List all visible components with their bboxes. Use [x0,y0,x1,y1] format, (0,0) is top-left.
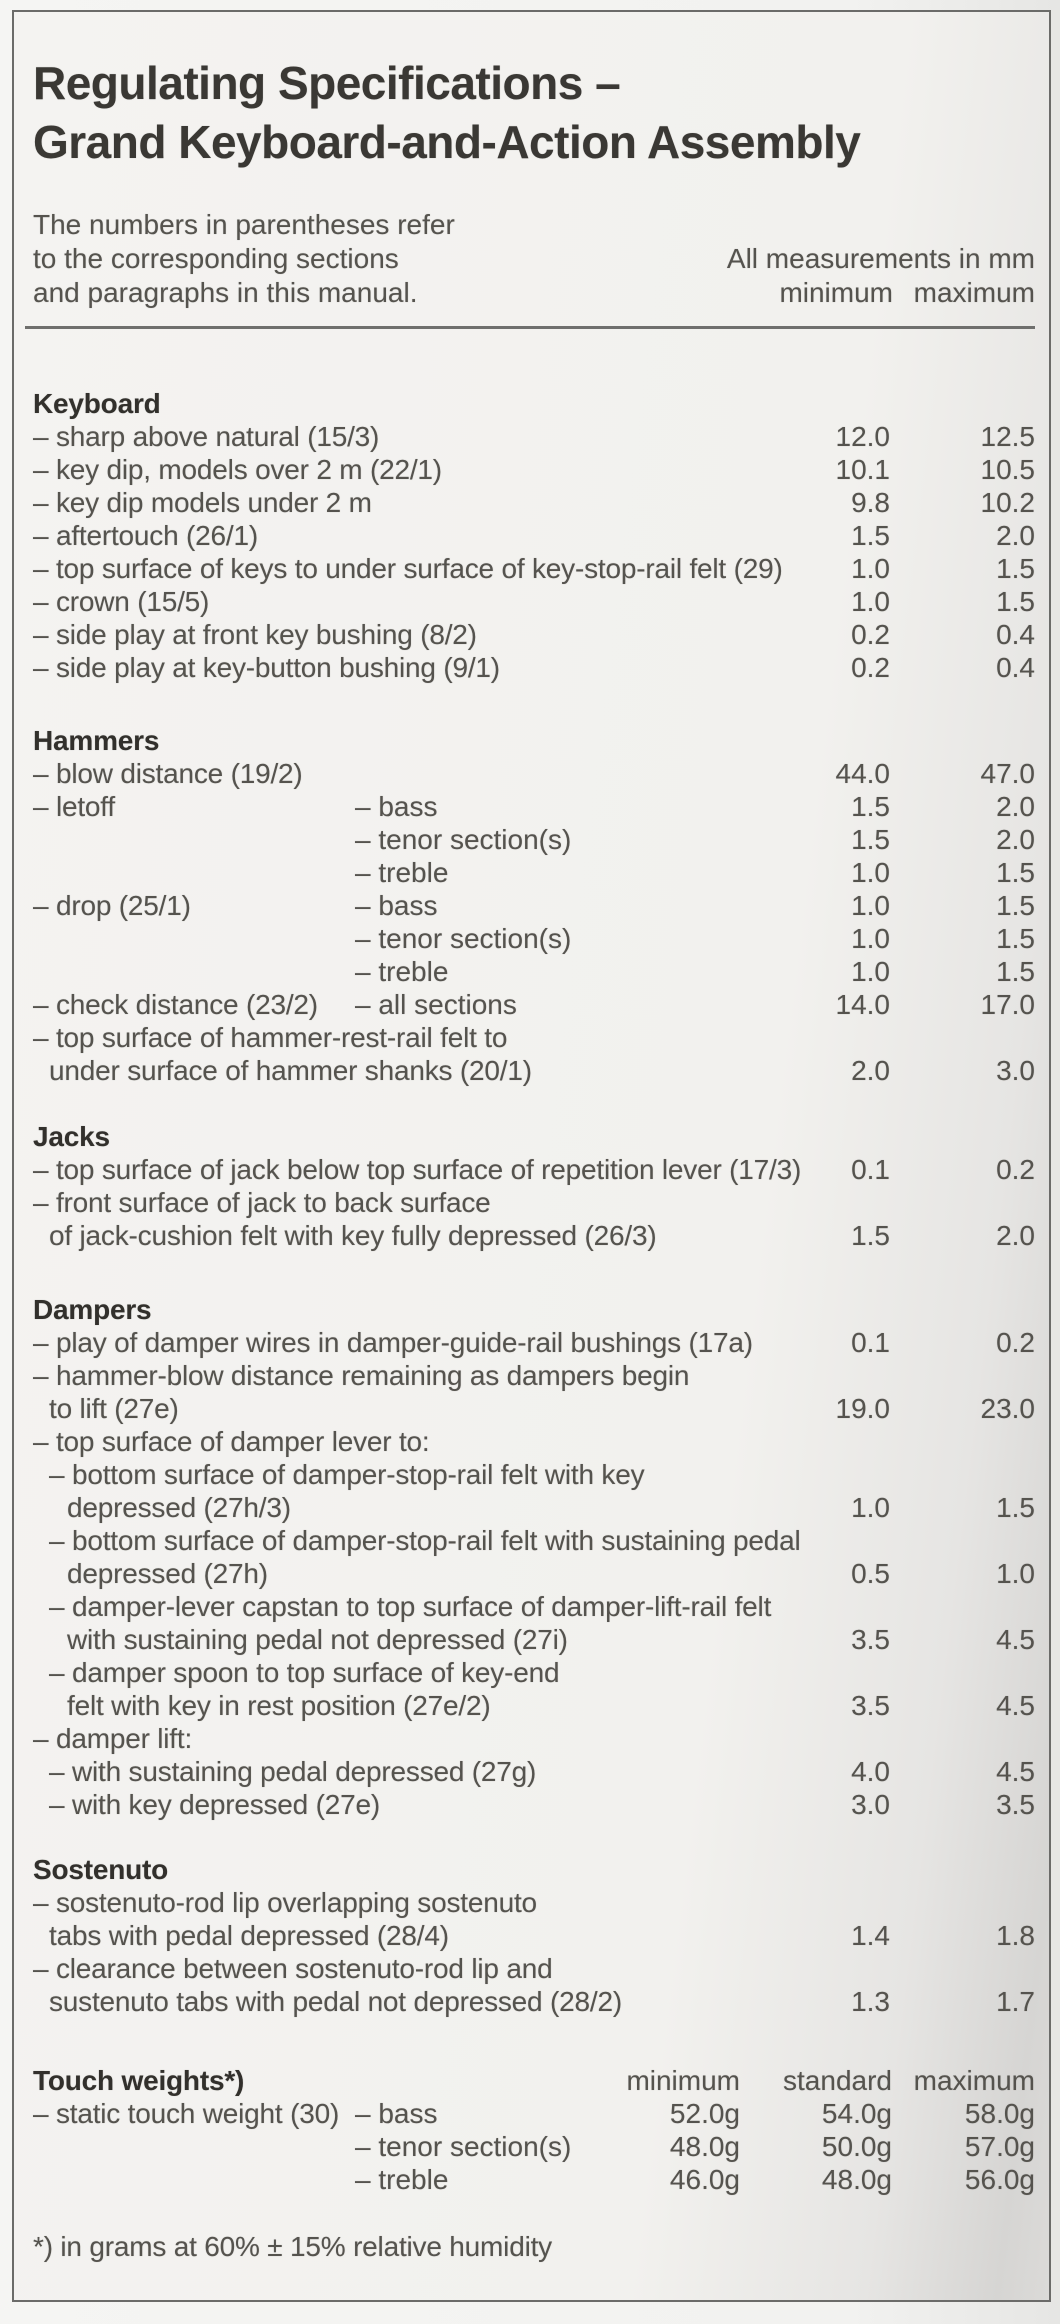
value-minimum: 3.5 [851,1690,890,1721]
spec-row [33,486,1035,519]
spec-row [33,1590,1035,1623]
value-minimum: 3.5 [851,1624,890,1655]
spec-label: – aftertouch (26/1) [33,520,258,551]
value-maximum: 0.2 [996,1154,1035,1185]
spec-label: depressed (27h) [67,1558,268,1589]
spec-label: – side play at front key bushing (8/2) [33,619,477,650]
value-maximum: 4.5 [996,1624,1035,1655]
section-heading-row [33,1120,1035,1153]
value-minimum: 1.0 [851,923,890,954]
value-minimum: 0.1 [851,1154,890,1185]
value-minimum: 0.2 [851,619,890,650]
value-maximum: 0.4 [996,619,1035,650]
spec-label: – top surface of keys to under surface of key-stop-rail felt (29) [33,553,783,584]
spec-label: – damper-lever capstan to top surface of damper-lift-rail felt [49,1591,772,1622]
value-minimum: 2.0 [851,1055,890,1086]
spec-label: – sharp above natural (15/3) [33,421,380,452]
section-heading: Sostenuto [33,1854,169,1885]
spec-label: – top surface of hammer-rest-rail felt to [33,1022,508,1053]
spec-label: of jack-cushion felt with key fully depressed (26/3) [49,1220,657,1251]
value-maximum: 1.5 [996,1492,1035,1523]
spec-label: – hammer-blow distance remaining as dampers begin [33,1360,690,1391]
value-minimum: 1.0 [851,1492,890,1523]
spec-row [33,1985,1035,2018]
spec-label: depressed (27h/3) [67,1492,291,1523]
spec-row [33,1755,1035,1788]
spec-sublabel: – bass [355,890,438,921]
section-heading-row [33,2064,1035,2097]
section-heading-row [33,1293,1035,1326]
value-minimum: 0.5 [851,1558,890,1589]
spec-row [33,552,1035,585]
value-maximum: 1.5 [996,586,1035,617]
column-header-minimum: minimum [626,2065,740,2096]
value-minimum: 9.8 [851,487,890,518]
spec-row [33,1359,1035,1392]
value-minimum: 46.0g [669,2164,740,2195]
value-maximum: 23.0 [980,1393,1035,1424]
value-minimum: 1.0 [851,890,890,921]
spec-label: – top surface of damper lever to: [33,1426,430,1457]
intro-line: and paragraphs in this manual. [33,277,418,308]
spec-row [33,651,1035,684]
spec-row [33,1392,1035,1425]
value-standard: 50.0g [821,2131,892,2162]
value-minimum: 1.3 [851,1986,890,2017]
intro-block [33,208,1035,310]
value-maximum: 0.4 [996,652,1035,683]
spec-label: – crown (15/5) [33,586,210,617]
spec-label: – with key depressed (27e) [49,1789,380,1820]
value-minimum: 10.1 [835,454,890,485]
units-note: All measurements in mm [726,243,1035,274]
divider-rule [25,326,1035,329]
value-minimum: 1.5 [851,824,890,855]
spec-label: – side play at key-button bushing (9/1) [33,652,500,683]
section-heading: Dampers [33,1294,152,1325]
spec-label: – damper lift: [33,1723,193,1754]
spec-row [33,519,1035,552]
value-minimum: 1.5 [851,791,890,822]
spec-sublabel: – bass [355,2098,438,2129]
section-hammers [33,724,1035,1087]
value-minimum: 1.0 [851,857,890,888]
value-maximum: 3.5 [996,1789,1035,1820]
section-jacks [33,1120,1035,1252]
spec-row [33,823,1035,856]
column-headers [675,276,1035,310]
spec-sublabel: – all sections [355,989,517,1020]
section-touch-weights [33,2064,1035,2196]
spec-sublabel: – treble [355,857,449,888]
spec-label: – static touch weight (30) [33,2098,340,2129]
spec-row [33,1054,1035,1087]
value-maximum: 12.5 [980,421,1035,452]
section-heading: Jacks [33,1121,110,1152]
section-keyboard [33,387,1035,684]
spec-label: – damper spoon to top surface of key-end [49,1657,560,1688]
spec-row [33,922,1035,955]
spec-table [33,387,1035,2196]
value-minimum: 1.5 [851,520,890,551]
spec-sublabel: – tenor section(s) [355,923,572,954]
spec-row [33,1153,1035,1186]
value-maximum: 4.5 [996,1756,1035,1787]
spec-row [33,1425,1035,1458]
spec-row [33,1689,1035,1722]
column-header-standard: standard [783,2065,892,2096]
spec-row [33,1458,1035,1491]
section-heading-row [33,1853,1035,1886]
value-minimum: 19.0 [835,1393,890,1424]
spec-label: sustenuto tabs with pedal not depressed (28/2) [49,1986,622,2017]
value-maximum: 10.5 [980,454,1035,485]
value-maximum: 3.0 [996,1055,1035,1086]
scanned-page-frame [12,10,1051,2302]
spec-row [33,420,1035,453]
value-maximum: 1.5 [996,923,1035,954]
value-maximum: 1.5 [996,956,1035,987]
value-maximum: 1.5 [996,857,1035,888]
section-sostenuto [33,1853,1035,2018]
spec-row [33,1788,1035,1821]
value-minimum: 0.2 [851,652,890,683]
page-title [33,54,1035,172]
spec-sublabel: – treble [355,2164,449,2195]
column-header-minimum: minimum [779,277,893,308]
value-maximum: 10.2 [980,487,1035,518]
value-minimum: 1.0 [851,586,890,617]
column-header-maximum: maximum [913,2065,1035,2096]
measurement-note [675,242,1035,310]
spec-row [33,1524,1035,1557]
spec-sublabel: – tenor section(s) [355,824,572,855]
value-maximum: 57.0g [964,2131,1035,2162]
footnote: *) in grams at 60% ± 15% relative humidity [33,2231,552,2262]
section-dampers [33,1293,1035,1821]
spec-row [33,1623,1035,1656]
value-maximum: 2.0 [996,520,1035,551]
spec-row [33,2163,1035,2196]
spec-label: tabs with pedal depressed (28/4) [49,1920,449,1951]
value-minimum: 14.0 [835,989,890,1020]
value-maximum: 17.0 [980,989,1035,1020]
value-minimum: 4.0 [851,1756,890,1787]
spec-label: – front surface of jack to back surface [33,1187,491,1218]
spec-label: – clearance between sostenuto-rod lip and [33,1953,553,1984]
spec-row [33,1952,1035,1985]
value-maximum: 1.5 [996,553,1035,584]
value-minimum: 52.0g [669,2098,740,2129]
spec-row [33,757,1035,790]
spec-row [33,1557,1035,1590]
spec-row [33,889,1035,922]
spec-row [33,1722,1035,1755]
spec-row [33,2097,1035,2130]
spec-row [33,790,1035,823]
section-heading-row [33,387,1035,420]
spec-label: – bottom surface of damper-stop-rail felt with sustaining pedal [49,1525,801,1556]
section-heading: Touch weights*) [33,2065,245,2096]
spec-label: – sostenuto-rod lip overlapping sostenuto [33,1887,537,1918]
spec-label: – play of damper wires in damper-guide-rail bushings (17a) [33,1327,753,1358]
spec-label: to lift (27e) [49,1393,179,1424]
value-maximum: 1.7 [996,1986,1035,2017]
spec-row [33,1491,1035,1524]
spec-row [33,2130,1035,2163]
spec-sublabel: – treble [355,956,449,987]
spec-row [33,453,1035,486]
value-minimum: 48.0g [669,2131,740,2162]
value-minimum: 44.0 [835,758,890,789]
spec-row [33,618,1035,651]
value-minimum: 3.0 [851,1789,890,1820]
value-maximum: 1.0 [996,1558,1035,1589]
section-heading-row [33,724,1035,757]
page-title-line2: Grand Keyboard-and-Action Assembly [33,116,861,168]
spec-row [33,585,1035,618]
value-maximum: 56.0g [964,2164,1035,2195]
value-maximum: 2.0 [996,1220,1035,1251]
spec-label: – drop (25/1) [33,890,191,921]
spec-row [33,955,1035,988]
page-title-line1: Regulating Specifications – [33,57,621,109]
spec-row [33,1886,1035,1919]
spec-label: – with sustaining pedal depressed (27g) [49,1756,537,1787]
spec-row [33,988,1035,1021]
value-standard: 54.0g [821,2098,892,2129]
section-heading: Keyboard [33,388,161,419]
spec-label: – blow distance (19/2) [33,758,303,789]
spec-row [33,1021,1035,1054]
spec-label: with sustaining pedal not depressed (27i) [67,1624,568,1655]
spec-label: – top surface of jack below top surface of repetition lever (17/3) [33,1154,802,1185]
value-minimum: 1.0 [851,553,890,584]
spec-row [33,1656,1035,1689]
value-minimum: 1.4 [851,1920,890,1951]
spec-label: felt with key in rest position (27e/2) [67,1690,491,1721]
value-standard: 48.0g [821,2164,892,2195]
spec-sublabel: – bass [355,791,438,822]
spec-label: – bottom surface of damper-stop-rail felt with key [49,1459,645,1490]
spec-row [33,1919,1035,1952]
spec-label: – key dip models under 2 m [33,487,372,518]
spec-row [33,1326,1035,1359]
value-maximum: 1.5 [996,890,1035,921]
value-maximum: 58.0g [964,2098,1035,2129]
value-minimum: 0.1 [851,1327,890,1358]
value-minimum: 12.0 [835,421,890,452]
intro-line: The numbers in parentheses refer [33,209,455,240]
spec-row [33,856,1035,889]
spec-label: – letoff [33,791,115,822]
section-heading: Hammers [33,725,160,756]
value-maximum: 2.0 [996,791,1035,822]
value-maximum: 1.8 [996,1920,1035,1951]
spec-row [33,1186,1035,1219]
value-maximum: 47.0 [980,758,1035,789]
spec-row [33,1219,1035,1252]
value-minimum: 1.0 [851,956,890,987]
spec-label: – key dip, models over 2 m (22/1) [33,454,442,485]
intro-line: to the corresponding sections [33,243,399,274]
spec-label: under surface of hammer shanks (20/1) [49,1055,532,1086]
spec-sublabel: – tenor section(s) [355,2131,572,2162]
column-header-maximum: maximum [913,277,1035,308]
value-minimum: 1.5 [851,1220,890,1251]
value-maximum: 2.0 [996,824,1035,855]
value-maximum: 4.5 [996,1690,1035,1721]
value-maximum: 0.2 [996,1327,1035,1358]
spec-label: – check distance (23/2) [33,989,318,1020]
